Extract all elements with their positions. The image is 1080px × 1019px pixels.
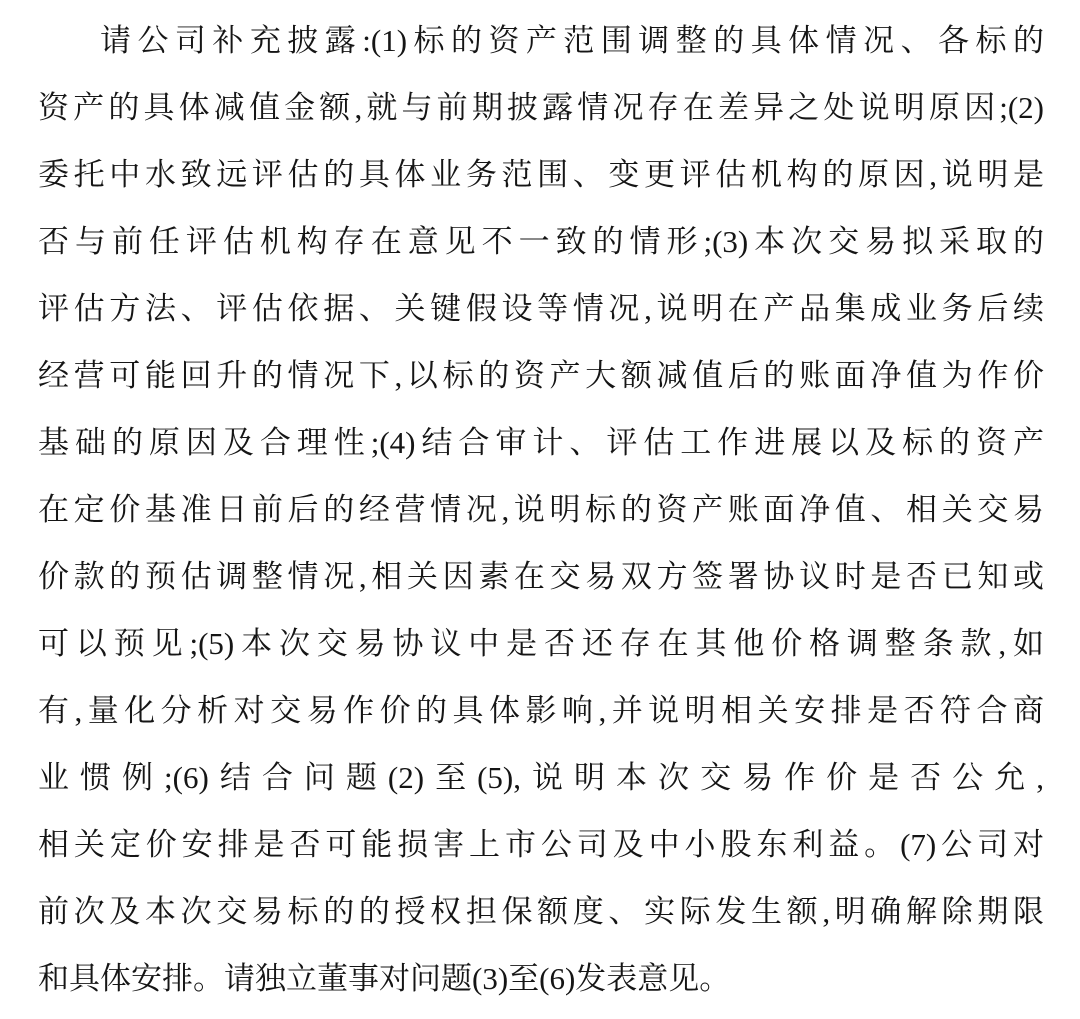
text-line: 经营可能回升的情况下,以标的资产大额减值后的账面净值为作价	[38, 358, 1044, 393]
text-line: 评估方法、评估依据、关键假设等情况,说明在产品集成业务后续	[38, 291, 1044, 326]
text-line: 资产的具体减值金额,就与前期披露情况存在差异之处说明原因;(2)	[38, 90, 1044, 125]
text-line: 业惯例;(6)结合问题(2)至(5),说明本次交易作价是否公允,	[38, 760, 1044, 795]
inquiry-paragraph	[38, 7, 1044, 1012]
text-line: 在定价基准日前后的经营情况,说明标的资产账面净值、相关交易	[38, 492, 1044, 527]
text-line: 有,量化分析对交易作价的具体影响,并说明相关安排是否符合商	[38, 693, 1044, 728]
text-line: 请公司补充披露:(1)标的资产范围调整的具体情况、各标的	[100, 23, 1044, 58]
text-line: 基础的原因及合理性;(4)结合审计、评估工作进展以及标的资产	[38, 425, 1044, 460]
text-line: 相关定价安排是否可能损害上市公司及中小股东利益。(7)公司对	[38, 827, 1044, 862]
text-line: 可以预见;(5)本次交易协议中是否还存在其他价格调整条款,如	[38, 626, 1044, 661]
text-line: 前次及本次交易标的的授权担保额度、实际发生额,明确解除期限	[38, 894, 1044, 929]
text-line: 和具体安排。请独立董事对问题(3)至(6)发表意见。	[38, 961, 731, 996]
text-line: 价款的预估调整情况,相关因素在交易双方签署协议时是否已知或	[38, 559, 1044, 594]
text-line: 否与前任评估机构存在意见不一致的情形;(3)本次交易拟采取的	[38, 224, 1044, 259]
text-line: 委托中水致远评估的具体业务范围、变更评估机构的原因,说明是	[38, 157, 1044, 192]
